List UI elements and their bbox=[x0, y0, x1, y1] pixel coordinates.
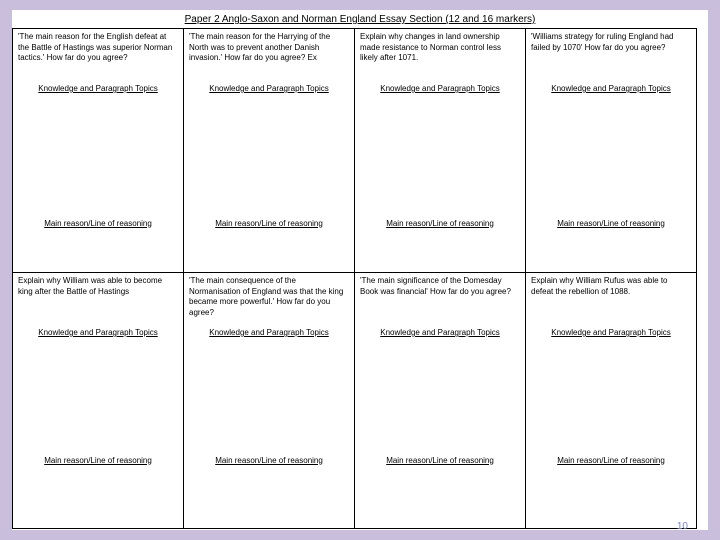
question-text: 'The main significance of the Domesday Book was financial' How far do you agree? bbox=[360, 276, 511, 296]
reason-heading: Main reason/Line of reasoning bbox=[386, 218, 494, 228]
reason-heading: Main reason/Line of reasoning bbox=[44, 455, 152, 465]
knowledge-heading: Knowledge and Paragraph Topics bbox=[551, 328, 671, 337]
knowledge-heading: Knowledge and Paragraph Topics bbox=[380, 328, 500, 337]
knowledge-heading: Knowledge and Paragraph Topics bbox=[551, 84, 671, 93]
question-cell bbox=[526, 273, 697, 529]
page-number: 10 bbox=[676, 521, 688, 532]
question-cell bbox=[355, 29, 526, 273]
essay-grid bbox=[12, 28, 697, 529]
grid-row bbox=[13, 29, 697, 273]
reason-heading: Main reason/Line of reasoning bbox=[386, 455, 494, 465]
question-text: Explain why William Rufus was able to defeat the rebellion of 1088. bbox=[531, 276, 668, 296]
knowledge-heading: Knowledge and Paragraph Topics bbox=[38, 84, 158, 93]
question-cell bbox=[355, 273, 526, 529]
question-cell bbox=[526, 29, 697, 273]
question-text: 'The main reason for the Harrying of the North was to prevent another Danish invasion.' How far do you agree? Ex bbox=[189, 32, 331, 63]
grid-row bbox=[13, 273, 697, 529]
question-text: 'The main consequence of the Normanisation of England was that the king became more powerful.' How far do you agree? bbox=[189, 276, 344, 317]
question-text: Explain why changes in land ownership made resistance to Norman control less likely after 1071. bbox=[360, 32, 501, 63]
question-cell bbox=[13, 273, 184, 529]
question-text: 'The main reason for the English defeat at the Battle of Hastings was superior Norman tactics.' How far do you agree? bbox=[18, 32, 173, 63]
knowledge-heading: Knowledge and Paragraph Topics bbox=[38, 328, 158, 337]
question-text: Explain why William was able to become king after the Battle of Hastings bbox=[18, 276, 163, 296]
knowledge-heading: Knowledge and Paragraph Topics bbox=[380, 84, 500, 93]
knowledge-heading: Knowledge and Paragraph Topics bbox=[209, 328, 329, 337]
question-cell bbox=[184, 29, 355, 273]
question-cell bbox=[13, 29, 184, 273]
question-text: 'Williams strategy for ruling England had failed by 1070' How far do you agree? bbox=[531, 32, 674, 52]
reason-heading: Main reason/Line of reasoning bbox=[44, 218, 152, 228]
question-cell bbox=[184, 273, 355, 529]
reason-heading: Main reason/Line of reasoning bbox=[557, 455, 665, 465]
knowledge-heading: Knowledge and Paragraph Topics bbox=[209, 84, 329, 93]
page-title: Paper 2 Anglo-Saxon and Norman England Essay Section (12 and 16 markers) bbox=[184, 14, 536, 25]
reason-heading: Main reason/Line of reasoning bbox=[215, 218, 323, 228]
reason-heading: Main reason/Line of reasoning bbox=[557, 218, 665, 228]
reason-heading: Main reason/Line of reasoning bbox=[215, 455, 323, 465]
